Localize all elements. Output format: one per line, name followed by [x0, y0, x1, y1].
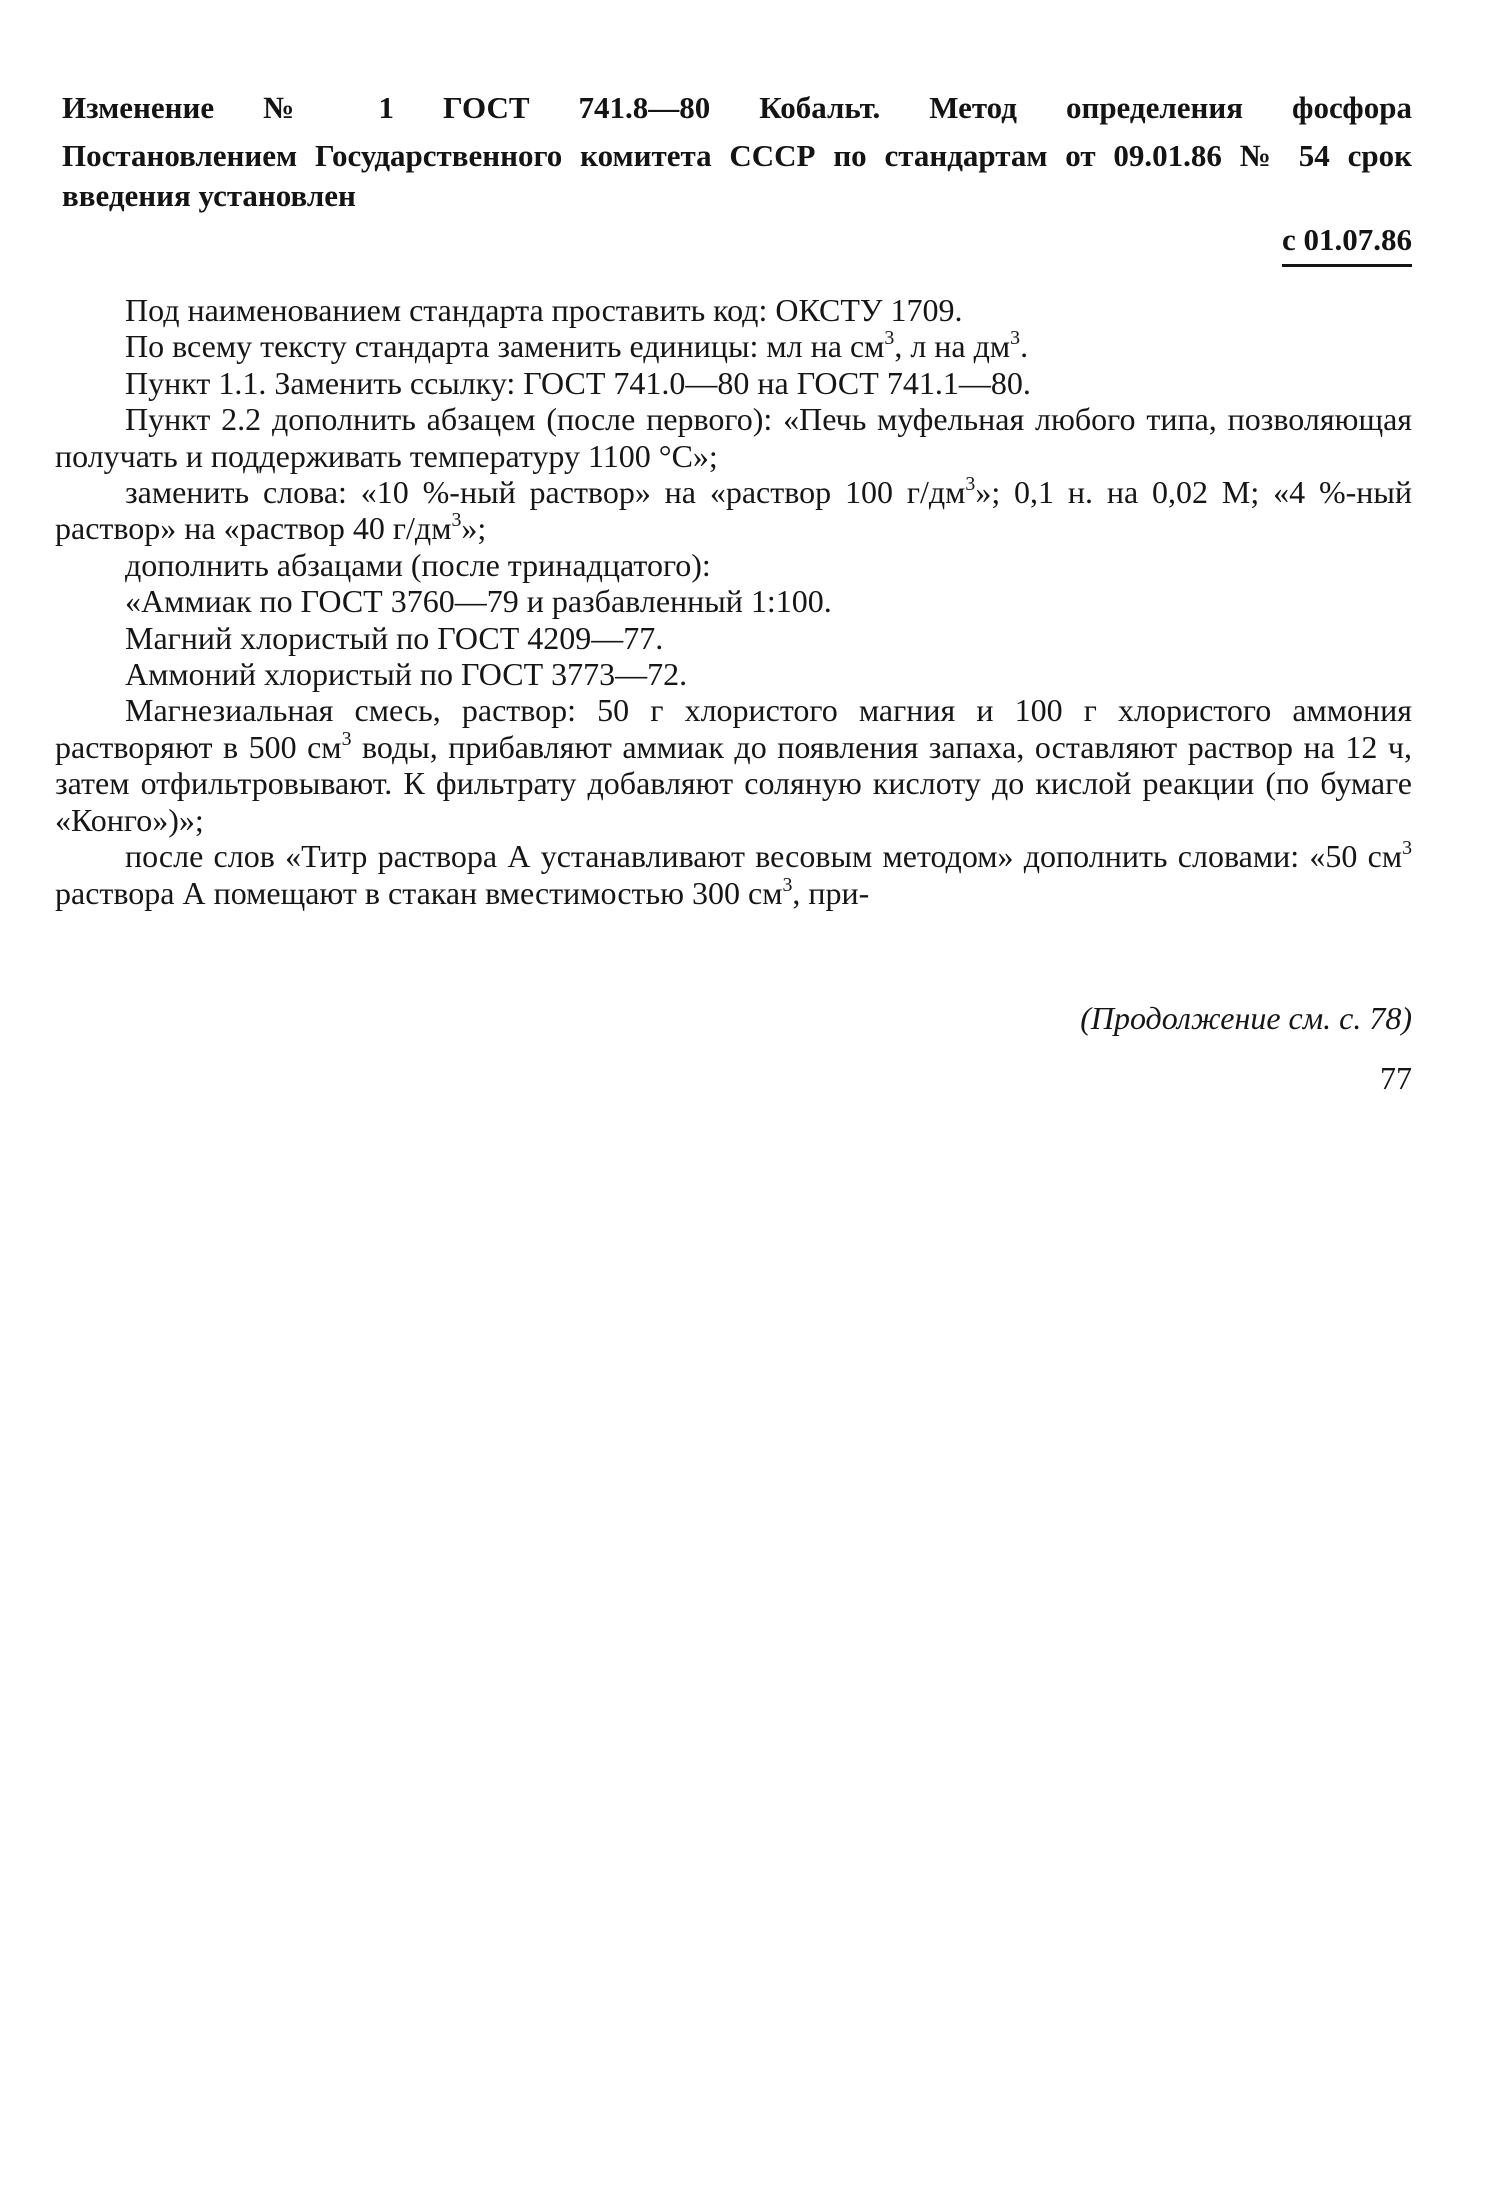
paragraph-units-text-1: По всему тексту стандарта заменить единицы: мл на см — [125, 328, 885, 365]
superscript-3: 3 — [451, 509, 462, 532]
paragraph-clause-1-1: Пункт 1.1. Заменить ссылку: ГОСТ 741.0—80 на ГОСТ 741.1—80. — [125, 364, 1031, 401]
paragraph-titer-text-2: раствора А помещают в стакан вместимостью 300 см — [55, 874, 783, 911]
paragraph-units-text-3: . — [1020, 328, 1029, 365]
paragraph-add-after-13: дополнить абзацами (после тринадцатого): — [125, 546, 711, 583]
document-body — [55, 292, 1412, 911]
document-header — [62, 88, 1412, 267]
paragraph-units — [55, 328, 1412, 364]
superscript-3: 3 — [965, 473, 976, 496]
paragraph-units-text-2: , л на дм — [894, 328, 1011, 365]
superscript-3: 3 — [341, 727, 352, 750]
paragraph-replace-text-3: »; — [461, 510, 487, 547]
paragraph-titer — [55, 838, 1412, 911]
paragraph-replace-text-1: заменить слова: «10 %-ный раствор» на «раствор 100 г/дм — [125, 474, 966, 511]
paragraph-ammonium-chloride: Аммоний хлористый по ГОСТ 3773—72. — [125, 656, 688, 693]
paragraph-titer-text-3: , при- — [792, 874, 870, 911]
paragraph-magnesia-text-1: Магнезиальная смесь, раствор: 50 г хлористого магния и 100 г хлористого аммония растворяют в 500 см — [55, 692, 1412, 765]
superscript-3: 3 — [884, 327, 895, 350]
paragraph-clause-2-2: Пункт 2.2 дополнить абзацем (после первого): «Печь муфельная любого типа, позволяющая получать и поддерживать температуру 1100 °С»; — [55, 401, 1412, 474]
superscript-3: 3 — [1402, 837, 1412, 860]
paragraph-titer-text-1: после слов «Титр раствора А устанавливают весовым методом» дополнить словами: «50 см — [125, 838, 1403, 875]
paragraph-replace-text-2: »; 0,1 н. на 0,02 М; «4 %-ный раствор» на «раствор 40 г/дм — [55, 474, 1413, 547]
superscript-3: 3 — [1010, 327, 1021, 350]
continuation-note: (Продолжение см. с. 78) — [1080, 1000, 1412, 1036]
paragraph-oksty-code: Под наименованием стандарта проставить код: ОКСТУ 1709. — [125, 292, 963, 328]
page-number: 77 — [1380, 1060, 1412, 1096]
effective-date: с 01.07.86 — [1282, 220, 1412, 267]
paragraph-replace-words — [55, 474, 1412, 547]
paragraph-magnesia-text-2: воды, прибавляют аммиак до появления запаха, оставляют раствор на 12 ч, затем отфильтровывают. К фильтрату добавляют соляную кислоту до кислой реакции (по бумаге «Конго»)»; — [55, 728, 1413, 838]
paragraph-magnesium-chloride: Магний хлористый по ГОСТ 4209—77. — [125, 619, 664, 656]
superscript-3: 3 — [782, 873, 793, 896]
resolution-text: Постановлением Государственного комитета СССР по стандартам от 09.01.86 № 54 срок введения установлен — [62, 138, 1412, 213]
paragraph-ammonia: «Аммиак по ГОСТ 3760—79 и разбавленный 1:100. — [125, 583, 832, 620]
amendment-title: Изменение № 1 ГОСТ 741.8—80 Кобальт. Метод определения фосфора — [62, 90, 1412, 125]
effective-date-line — [62, 220, 1412, 267]
paragraph-magnesia-mixture — [55, 692, 1412, 838]
